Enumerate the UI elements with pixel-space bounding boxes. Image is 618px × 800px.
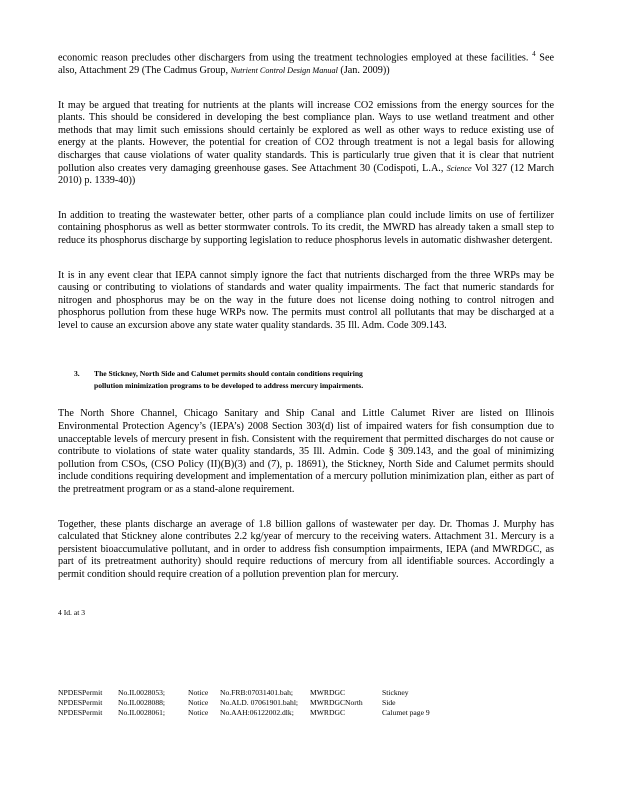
text: It may be argued that treating for nutrients at the plants will increase CO2 emissions from the energy sources for the plants. This should be considered in developing the best compliance plan. Ways to use wetland treatment and other methods that may limit such emissions should certainly be explored as well as other ways to reduce existing use of energy at the plants. However, the potential for creation of CO2 through treatment is not a legal basis for allowing discharges that cause violations of water quality standards. This is particularly true given that it is clear that nutrient pollution also creates very damaging greenhouse gases. See Attachment 30 (Codispoti, L.A., xyxy=(58,99,554,174)
text: Vol 327 (12 March 2010) p. 1339-40)) xyxy=(58,162,554,187)
footer-cell: Calumet page 9 xyxy=(382,708,430,717)
footer-cell: No.IL0028088; xyxy=(118,698,166,707)
paragraph-mercury: The North Shore Channel, Chicago Sanitary and Ship Canal and Little Calumet River are listed on Illinois Environmental Protection Agency’s (IEPA’s) 2008 Section 303(d) list of impaired waters for fish consumption due to unacceptable levels of mercury present in fish. Consistent with the requirement that permitted discharges do not cause or contribute to violations of state water quality standards, 35 Ill. Admin. Code § 309.143, and the goal of minimizing pollution from CSOs, (CSO Policy (II)(B)(3) and (7), p. 18691), the Stickney, North Side and Calumet permits should include conditions requiring development and implementation of a mercury pollution minimization plan, either as part of the pretreatment program or as a stand-alone requirement. xyxy=(58,408,554,496)
text: See also, Attachment 29 (The Cadmus Group, xyxy=(58,52,554,76)
footer-cell: MWRDGC xyxy=(310,688,346,697)
page-footer xyxy=(58,688,554,718)
heading-number: 3. xyxy=(74,369,80,379)
document-page xyxy=(58,48,554,618)
footer-cell: No.ALD. 07061901.bahl; xyxy=(220,698,299,707)
footer-cell: Side xyxy=(382,698,396,707)
text: (Jan. 2009)) xyxy=(337,64,390,76)
footer-cell: No.IL0028053; xyxy=(118,688,166,697)
footer-cell: Notice xyxy=(188,708,209,717)
text: economic reason precludes other dischargers from using the treatment technologies employed at these facilities. xyxy=(58,52,533,64)
footer-cell: NPDESPermit xyxy=(58,688,103,697)
footer-cell: NPDESPermit xyxy=(58,708,103,717)
paragraph-intro xyxy=(58,48,554,78)
footer-cell: Notice xyxy=(188,688,209,697)
footer-cell: NPDESPermit xyxy=(58,698,103,707)
paragraph-plants: Together, these plants discharge an average of 1.8 billion gallons of wastewater per day. Dr. Thomas J. Murphy has calculated that Stickney alone contributes 2.2 kg/year of mercury to the receiving waters. Attachment 31. Mercury is a persistent bioaccumulative pollutant, and in order to address fish consumption impairments, IEPA (and MWRDGC, as part of its pretreatment authority) should require reductions of mercury from all identifiable sources. Accordingly a permit condition should require creation of a pollution prevention plan for mercury. xyxy=(58,518,554,581)
paragraph-iepa: It is in any event clear that IEPA cannot simply ignore the fact that nutrients discharged from the three WRPs may be causing or contributing to violations of standards and water quality impairments. The fact that numeric standards for nitrogen and phosphorus may be on the way in the future does not license doing nothing to control nitrogen and phosphorus pollution from these huge WRPs now. The permits must control all pollutants that may be discharged at a level to cause an excursion above any state water quality standards. 35 Ill. Adm. Code 309.143. xyxy=(58,269,554,331)
footer-cell: No.IL0028061; xyxy=(118,708,166,717)
footer-row xyxy=(58,708,554,718)
heading-line: pollution minimization programs to be developed to address mercury impairments. xyxy=(94,381,364,391)
footnote: 4 Id. at 3 xyxy=(58,607,85,617)
heading-line: The Stickney, North Side and Calumet permits should contain conditions requiring xyxy=(94,369,363,379)
footnote-ref: 4 xyxy=(532,50,536,58)
footer-cell: Notice xyxy=(188,698,209,707)
paragraph-co2 xyxy=(58,100,554,188)
paragraph-compliance: In addition to treating the wastewater better, other parts of a compliance plan could include limits on use of fertilizer containing phosphorus as well as better stormwater controls. To its credit, the MWRD has already taken a small step to reduce its phosphorus discharge by supporting legislation to reduce phosphorus levels in automatic dishwasher detergent. xyxy=(58,209,554,246)
footer-cell: Stickney xyxy=(382,688,409,697)
footer-row xyxy=(58,688,554,698)
footer-row xyxy=(58,698,554,708)
footer-cell: MWRDGC xyxy=(310,708,346,717)
footer-cell: MWRDGCNorth xyxy=(310,698,363,707)
footer-cell: No.FRB:07031401.bah; xyxy=(220,688,293,697)
section-heading xyxy=(58,368,554,392)
footer-cell: No.AAH:06122002.dlk; xyxy=(220,708,294,717)
citation-title: Nutrient Control Design Manual xyxy=(230,65,338,75)
citation-journal: Science xyxy=(446,163,472,173)
